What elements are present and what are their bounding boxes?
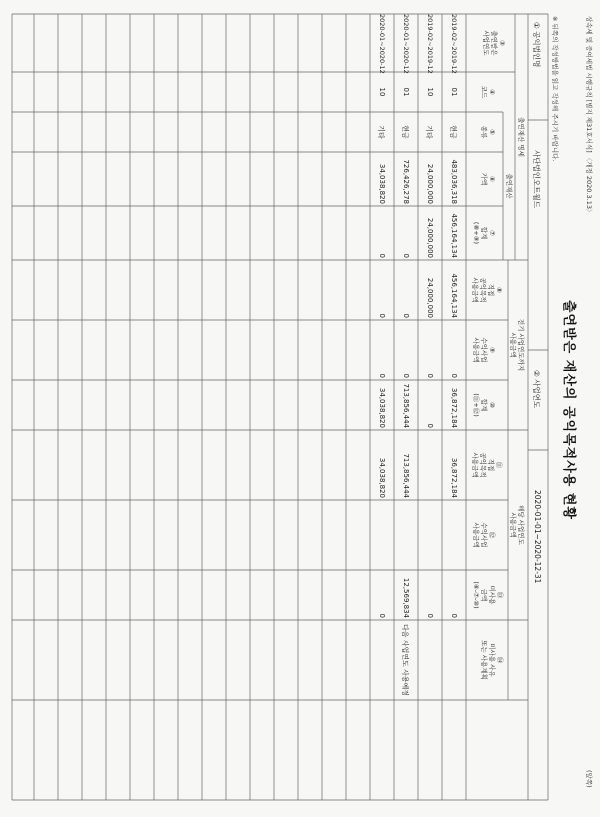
cell-code: 10 — [426, 87, 434, 97]
cell-year: 2019-02~2019-12 — [426, 14, 434, 74]
cell-code: 01 — [450, 87, 458, 97]
cell-curr-total: 36,872,184 — [450, 387, 458, 428]
cell-prev-total: 456,164,134 — [450, 213, 458, 258]
cell-unused: 0 — [378, 613, 386, 618]
form-title: 출연받은 재산의 공익목적사용 현황 — [561, 300, 576, 520]
col-prev-total-header: ⑦ 합계 (⑧+⑨) — [472, 221, 496, 245]
cell-prev-profit: 0 — [378, 373, 386, 378]
cell-prev-total: 0 — [378, 253, 386, 258]
col-prev-profit-header: ⑨ 수익사업 사용금액 — [472, 337, 496, 363]
col-prev-direct-header: ⑧ 직접 공익목적 사용금액 — [471, 277, 503, 303]
instruction-note: ※ 뒤쪽의 작성방법을 읽고 작성해 주시기 바랍니다. — [551, 16, 559, 162]
cell-prev-direct: 456,164,134 — [450, 273, 458, 318]
cell-curr-direct: 36,872,184 — [450, 457, 458, 498]
corp-name-value: 사단법인오트월드 — [532, 150, 541, 208]
cell-unused: 0 — [426, 613, 434, 618]
cell-prev-profit: 0 — [426, 373, 434, 378]
group-curr-header: 해당 사업연도 사용금액 — [509, 505, 525, 545]
cell-kind: 현금 — [401, 125, 409, 139]
col-curr-profit-header: ⑫ 수익사업 사용금액 — [472, 522, 496, 548]
page-side-label: (앞쪽) — [585, 770, 593, 788]
cell-value: 483,036,318 — [450, 159, 458, 204]
cell-value: 726,426,278 — [402, 159, 410, 204]
col-code-header: ④ 코드 — [480, 85, 496, 99]
cell-prev-profit: 0 — [402, 373, 410, 378]
cell-curr-total: 34,038,820 — [378, 387, 386, 428]
col-curr-total-header: ⑩ 합계 (⑪+⑫) — [472, 393, 496, 417]
cell-unused: 12,569,834 — [402, 577, 410, 618]
group-property-header: 출연재산 명세 — [517, 117, 525, 157]
cell-value: 24,000,000 — [426, 163, 434, 204]
cell-kind: 현금 — [449, 125, 457, 139]
fiscal-year-label: ② 사업연도 — [532, 370, 541, 409]
col-kind-header: ⑤ 종류 — [480, 125, 496, 139]
cell-kind: 기타 — [377, 125, 385, 139]
group-prev-header: 전기 사업연도까지 사용금액 — [509, 318, 525, 372]
cell-curr-total: 713,856,444 — [402, 383, 410, 428]
cell-value: 34,038,820 — [378, 163, 386, 204]
cell-year: 2020-01~2020-12 — [402, 14, 410, 74]
cell-unused: 0 — [450, 613, 458, 618]
fiscal-year-value: 2020-01-01~2020-12-31 — [533, 490, 542, 584]
col-curr-direct-header: ⑪ 직접 공익목적 사용금액 — [471, 452, 503, 478]
col-year-header: ③ 출연받은 사업연도 — [482, 30, 506, 56]
cell-prev-total: 24,000,000 — [426, 217, 434, 258]
cell-year: 2020-01~2020-12 — [378, 14, 386, 74]
cell-prev-profit: 0 — [450, 373, 458, 378]
col-value-header: ⑥ 가액 — [480, 172, 496, 186]
group-asset-header: 출연재산 — [505, 173, 513, 199]
cell-code: 01 — [402, 87, 410, 97]
col-reason-header: ⑭ 미사용 사유 또는 사용계획 — [480, 640, 504, 680]
cell-kind: 기타 — [425, 125, 433, 139]
corp-name-label: ① 공익법인명 — [532, 22, 541, 68]
cell-prev-direct: 0 — [378, 313, 386, 318]
cell-curr-total: 0 — [426, 423, 434, 428]
cell-code: 10 — [378, 87, 386, 97]
cell-curr-direct: 713,856,444 — [402, 453, 410, 498]
cell-reason: 다음 사업연도 사용예정 — [401, 624, 409, 697]
col-unused-header: ⑬ 미사용 금액 (⑥-⑦-⑩) — [472, 581, 504, 609]
cell-prev-direct: 0 — [402, 313, 410, 318]
cell-year: 2019-02~2019-12 — [450, 14, 458, 74]
form-header-text: 상속세 및 증여세법 시행규칙 [별지 제31호서식] 〈개정 2020.3.13〉 — [585, 16, 593, 216]
cell-curr-direct: 34,038,820 — [378, 457, 386, 498]
cell-prev-direct: 24,000,000 — [426, 277, 434, 318]
cell-prev-total: 0 — [402, 253, 410, 258]
